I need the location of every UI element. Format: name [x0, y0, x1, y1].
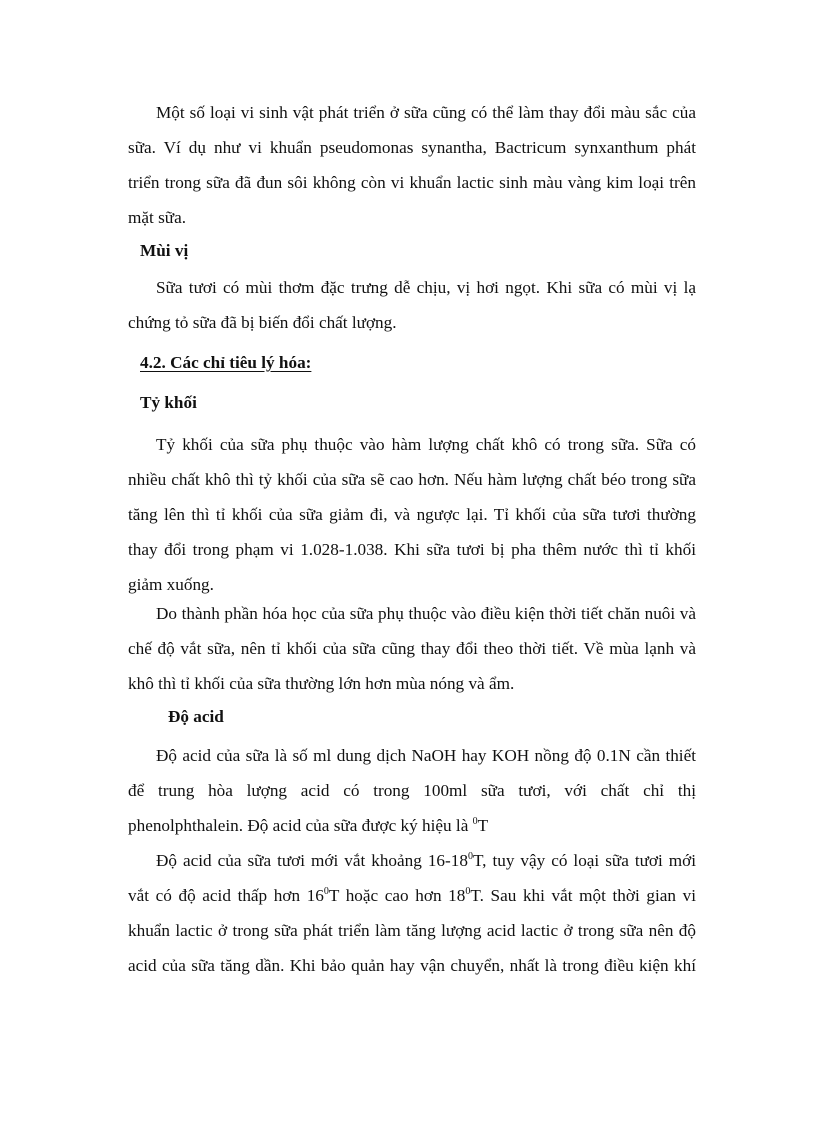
section-heading-4-2: 4.2. Các chỉ tiêu lý hóa: — [140, 353, 312, 372]
superscript-degree: 0 — [465, 886, 471, 897]
text-line: Do thành phần hóa học của sữa phụ thuộc vào điều kiện thời tiết chăn nuôi và — [156, 604, 696, 623]
paragraph-taste — [128, 270, 696, 340]
text-line: khô thì tỉ khối của sữa thường lớn hơn mùa nóng và ẩm. — [128, 674, 515, 693]
text-line: khuẩn lactic ở trong sữa phát triển làm tăng lượng acid lactic ở trong sữa nên độ — [128, 921, 696, 940]
text-line — [128, 843, 696, 878]
superscript-degree: 0 — [467, 851, 473, 862]
superscript-degree: 0 — [323, 886, 329, 897]
text-fragment: Độ acid của sữa tươi mới vắt khoảng 16-18 — [156, 851, 468, 870]
text-line: sữa. Ví dụ như vi khuẩn pseudomonas synantha, Bactricum synxanthum phát — [128, 138, 696, 157]
heading-ty-khoi: Tỷ khối — [140, 393, 197, 412]
text-line: triển trong sữa đã đun sôi không còn vi khuẩn lactic sinh màu vàng kim loại trên — [128, 173, 696, 192]
paragraph-acidity-definition — [128, 738, 696, 843]
text-line: Tỷ khối của sữa phụ thuộc vào hàm lượng chất khô có trong sữa. Sữa có — [156, 435, 696, 454]
heading-do-acid: Độ acid — [168, 707, 224, 726]
superscript-degree: 0 — [472, 816, 478, 827]
text-line — [128, 878, 696, 913]
text-line: để trung hòa lượng acid có trong 100ml sữa tươi, với chất chỉ thị — [128, 781, 696, 800]
text-line: mặt sữa. — [128, 208, 186, 227]
text-line: chứng tỏ sữa đã bị biến đổi chất lượng. — [128, 313, 397, 332]
text-line: Độ acid của sữa là số ml dung dịch NaOH hay KOH nồng độ 0.1N cần thiết — [156, 746, 696, 765]
paragraph-density — [128, 427, 696, 602]
text-fragment: T. Sau khi vắt một thời gian vi — [470, 886, 696, 905]
paragraph-color-change — [128, 95, 696, 235]
text-fragment: phenolphthalein. Độ acid của sữa được ký hiệu là — [128, 816, 473, 835]
text-line: Sữa tươi có mùi thơm đặc trưng dễ chịu, vị hơi ngọt. Khi sữa có mùi vị lạ — [156, 278, 696, 297]
heading-mui-vi: Mùi vị — [140, 241, 189, 260]
text-line: chế độ vắt sữa, nên tỉ khối của sữa cũng thay đổi theo thời tiết. Về mùa lạnh và — [128, 639, 696, 658]
text-line: Một số loại vi sinh vật phát triển ở sữa cũng có thể làm thay đổi màu sắc của — [156, 103, 696, 122]
text-line: nhiều chất khô thì tỷ khối của sữa sẽ cao hơn. Nếu hàm lượng chất béo trong sữa — [128, 470, 696, 489]
text-fragment: T hoặc cao hơn 18 — [328, 886, 466, 905]
text-line: tăng lên thì tỉ khối của sữa giảm đi, và ngược lại. Tỉ khối của sữa tươi thường — [128, 505, 696, 524]
paragraph-acidity-values — [128, 843, 696, 983]
text-line: giảm xuống. — [128, 575, 214, 594]
text-fragment: T, tuy vậy có loại sữa tươi mới — [472, 851, 696, 870]
text-line — [128, 808, 696, 843]
paragraph-density-weather — [128, 596, 696, 701]
document-page — [128, 0, 696, 1123]
text-fragment: vắt có độ acid thấp hơn 16 — [128, 886, 324, 905]
text-fragment: T — [477, 816, 489, 835]
text-line: thay đổi trong phạm vi 1.028-1.038. Khi sữa tươi bị pha thêm nước thì tỉ khối — [128, 540, 696, 559]
text-line: acid của sữa tăng dần. Khi bảo quản hay vận chuyển, nhất là trong điều kiện khí — [128, 956, 696, 975]
